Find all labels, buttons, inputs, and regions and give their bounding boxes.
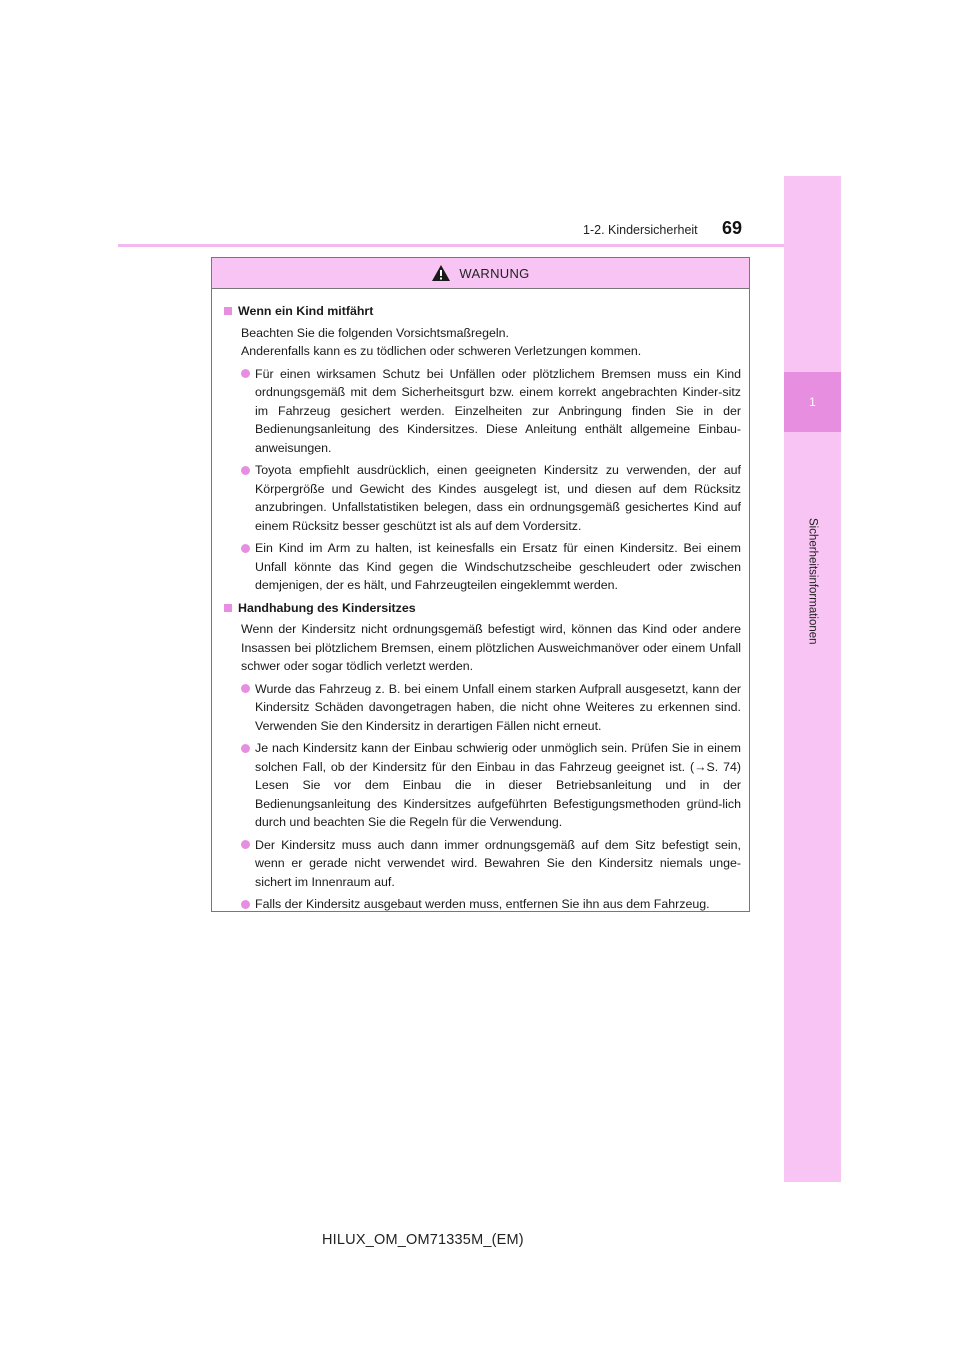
round-bullet-icon [241, 369, 250, 378]
bullet-item [241, 461, 741, 535]
bullet-item [241, 539, 741, 595]
chapter-tab [784, 372, 841, 432]
section-title: 1-2. Kindersicherheit [583, 223, 698, 237]
warning-triangle-icon [431, 264, 451, 282]
bullet-text: Falls der Kindersitz ausgebaut werden muss, entfernen Sie ihn aus dem Fahrzeug. [255, 897, 710, 911]
bullet-text: Der Kindersitz muss auch dann immer ordnungsgemäß auf dem Sitz befestigt sein, wenn er gerade nicht verwendet wird. Bewahren Sie den Kindersitz niemals unge-sichert im Innenraum auf. [255, 837, 741, 889]
chapter-title-wrap [784, 436, 841, 726]
header-rule [118, 244, 784, 247]
bullet-text: Für einen wirksamen Schutz bei Unfällen oder plötzlichem Bremsen muss ein Kind ordnungsgemäß mit dem Sicherheitsgurt bzw. einem korrekt angebrachten Kinder-sitz im Fahrzeug gesichert werden. Einzelheiten zur Anbringung finden Sie in der Bedienungsanleitung des Kindersitzes. Diese Anleitung enthält allgemeine Einbau-anweisungen. [255, 366, 741, 455]
warning-body [212, 289, 749, 914]
section-heading [224, 599, 741, 618]
round-bullet-icon [241, 900, 250, 909]
warning-title: WARNUNG [459, 265, 530, 281]
bullet-list [224, 365, 741, 595]
section-intro [224, 324, 741, 361]
intro-line: Wenn der Kindersitz nicht ordnungsgemäß befestigt wird, können das Kind oder andere Insassen bei plötzlichem Bremsen, einem plötzlichen Ausweichmanöver oder einem Unfall schwer oder sogar tödlich verletzt werden. [241, 622, 741, 673]
warning-header [212, 258, 749, 289]
bullet-text: Wurde das Fahrzeug z. B. bei einem Unfall einem starken Aufprall ausgesetzt, kann der Kindersitz Schäden davongetragen haben, die nicht ohne Weiteres zu erkennen sind. Verwenden Sie den Kindersitz in derartigen Fällen nicht erneut. [255, 681, 741, 733]
chapter-number: 1 [809, 395, 816, 409]
section-intro [224, 620, 741, 676]
round-bullet-icon [241, 544, 250, 553]
bullet-item [241, 680, 741, 736]
round-bullet-icon [241, 840, 250, 849]
intro-line: Beachten Sie die folgenden Vorsichtsmaßregeln. [241, 325, 509, 340]
round-bullet-icon [241, 466, 250, 475]
bullet-text: Je nach Kindersitz kann der Einbau schwierig oder unmöglich sein. Prüfen Sie in einem solchen Fall, ob der Kindersitz für den Einbau in das Fahrzeug geeignet ist. (→S. 74) Lesen Sie vor dem Einbau die in dieser Betriebsanleitung und in der Bedienungsanleitung des Kindersitzes aufgeführten Befestigungsmethoden gründ-lich durch und beachten Sie die Regeln für die Verwendung. [255, 741, 741, 829]
bullet-item [241, 895, 741, 914]
round-bullet-icon [241, 744, 250, 753]
section-heading [224, 302, 741, 321]
bullet-item [241, 739, 741, 832]
bullet-text: Ein Kind im Arm zu halten, ist keinesfalls ein Ersatz für einen Kindersitz. Bei einem Unfall könnte das Kind gegen die Windschutzscheibe geschleudert oder zwischen demjenigen, der es hält, und Fahrzeugteilen eingeklemmt werden. [255, 541, 741, 592]
warning-box [211, 257, 750, 912]
bullet-item [241, 365, 741, 458]
square-bullet-icon [224, 604, 232, 612]
section-heading-text: Wenn ein Kind mitfährt [238, 304, 374, 318]
warning-section [224, 302, 741, 595]
bullet-list [224, 680, 741, 914]
bullet-item [241, 836, 741, 892]
chapter-title: Sicherheitsinformationen [806, 517, 819, 645]
page-number: 69 [722, 218, 743, 238]
section-heading-text: Handhabung des Kindersitzes [238, 600, 416, 615]
document-code: HILUX_OM_OM71335M_(EM) [322, 1232, 524, 1248]
square-bullet-icon [224, 307, 232, 315]
bullet-text: Toyota empfiehlt ausdrücklich, einen geeigneten Kindersitz zu verwenden, der auf Körpergröße und Gewicht des Kindes ausgelegt ist, und diesen auf dem Rücksitz anzubringen. Unfallstatistiken belegen, dass ein ordnungsgemäß gesichertes Kind auf einem Rücksitz besser geschützt ist als auf dem Vordersitz. [255, 463, 741, 533]
warning-section [224, 599, 741, 914]
intro-line: Anderenfalls kann es zu tödlichen oder schweren Verletzungen kommen. [241, 344, 642, 358]
round-bullet-icon [241, 684, 250, 693]
